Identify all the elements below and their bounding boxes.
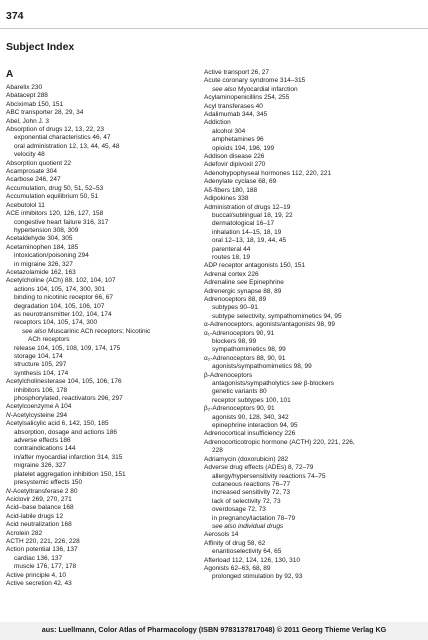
- index-entry: Adipokines 338: [204, 195, 249, 203]
- footer-credit: aus: Luellmann, Color Atlas of Pharmacology (ISBN 9783137817048) © 2011 Georg Thieme Verlag KG: [41, 625, 387, 634]
- index-entry: congestive heart failure 316, 317: [14, 218, 109, 226]
- index-entry: cardiac 136, 137: [14, 554, 63, 562]
- index-entry: ADP receptor antagonists 150, 151: [204, 262, 306, 270]
- index-entry: presystemic effects 150: [14, 479, 83, 487]
- index-entry: hypertension 308, 309: [14, 226, 79, 234]
- index-entry: amphetamines 96: [212, 136, 264, 144]
- index-entry: oral administration 12, 13, 44, 45, 48: [14, 142, 120, 150]
- index-entry: release 104, 105, 108, 109, 174, 175: [14, 344, 121, 352]
- index-entry: Abarelix 230: [6, 84, 43, 91]
- index-entry: alcohol 304: [212, 127, 246, 135]
- index-entry: opioids 194, 196, 199: [212, 144, 275, 152]
- index-entry: Adalimumab 344, 345: [204, 111, 268, 119]
- index-entry: actions 104, 105, 174, 300, 301: [14, 285, 106, 293]
- index-entry: Adenohypophyseal hormones 112, 220, 221: [204, 169, 332, 177]
- index-entry: subtype selectivity, sympathomimetics 94, 95: [212, 312, 342, 320]
- index-entry: migraine 326, 327: [14, 462, 67, 470]
- index-entry: Addiction: [204, 119, 231, 127]
- index-entry: allergy/hypersensitivity reactions 74–75: [212, 472, 326, 480]
- index-entry: agonists/sympathomimetics 98, 99: [212, 363, 312, 371]
- index-entry: genetic variants 80: [212, 388, 267, 396]
- index-entry: lack of selectivity 72, 73: [212, 497, 281, 505]
- index-entry: Abatacept 288: [6, 92, 48, 100]
- index-entry: Absorption of drugs 12, 13, 22, 23: [6, 126, 104, 134]
- index-entry: degradation 104, 105, 106, 107: [14, 302, 105, 310]
- header-rule: [0, 28, 428, 29]
- index-entry: β-Adrenoceptors: [204, 371, 253, 379]
- index-entry: inhalation 14–15, 18, 19: [212, 228, 282, 236]
- index-entry: Acetylsalicylic acid 6, 142, 150, 185: [6, 420, 109, 428]
- index-entry: cutaneous reactions 76–77: [212, 480, 291, 488]
- index-entry: Agonists 62–63, 68, 89: [204, 564, 271, 572]
- index-entry: Action potential 136, 137: [6, 546, 78, 554]
- index-entry: inhibitors 106, 178: [14, 386, 68, 394]
- index-entry: receptor subtypes 100, 101: [212, 396, 291, 404]
- index-entry: Aerosols 14: [204, 531, 239, 539]
- index-entry: see also individual drugs: [212, 522, 284, 530]
- index-entry: contraindications 144: [14, 445, 76, 453]
- index-entry: Adrenoceptors 88, 89: [204, 295, 267, 303]
- index-entry: β₂-Adrenoceptors 90, 91: [204, 405, 275, 413]
- index-entry: Acylaminopenicillins 254, 255: [204, 94, 290, 102]
- index-entry: Absorption quotient 22: [6, 159, 72, 167]
- index-entry: Aδ-fibers 180, 188: [204, 186, 258, 194]
- index-entry: exponential characteristics 46, 47: [14, 134, 111, 142]
- index-entry: Acetaldehyde 304, 305: [6, 235, 73, 243]
- index-entry: Adrenal cortex 226: [204, 270, 259, 278]
- index-entry: Adrenaline see Epinephrine: [204, 279, 284, 287]
- index-entry: Acetylcoenzyme A 104: [6, 403, 72, 411]
- index-entry: Acid–base balance 168: [6, 504, 74, 512]
- index-entry: in pregnancy/lactation 78–79: [212, 514, 296, 522]
- index-entry: as neurotransmitter 102, 104, 174: [14, 310, 112, 318]
- index-entry: phosphorylated, reactivators 296, 297: [14, 395, 123, 403]
- index-entry: oral 12–13, 18, 19, 44, 45: [212, 237, 287, 245]
- index-title: Subject Index: [6, 41, 75, 53]
- index-entry: Acetylcholine (ACh) 88, 102, 104, 107: [6, 277, 116, 285]
- index-entry: enantioselectivity 64, 65: [212, 548, 282, 556]
- index-entry: α-Adrenoceptors, agonists/antagonists 98, 99: [204, 321, 335, 329]
- index-entry: muscle 176, 177, 178: [14, 563, 77, 571]
- index-entry: Afterload 112, 124, 126, 130, 310: [204, 556, 301, 564]
- index-entry: Adrenocorticotropic hormone (ACTH) 220, 221, 226,: [204, 438, 355, 446]
- index-entry: 228: [212, 447, 223, 455]
- index-entry: buccal/sublingual 18, 19, 22: [212, 211, 293, 219]
- index-entry: ACh receptors: [28, 336, 70, 344]
- index-entry: in/after myocardial infarction 314, 315: [14, 453, 123, 461]
- index-entry: sympathomimetics 98, 99: [212, 346, 286, 354]
- index-entry: Adriamycin (doxorubicin) 282: [204, 455, 289, 463]
- index-entry: α₁-Adrenoceptors 90, 91: [204, 329, 275, 337]
- index-entry: Adrenergic synapse 88, 89: [204, 287, 282, 295]
- index-entry: Acute coronary syndrome 314–315: [204, 77, 306, 85]
- index-entry: blockers 98, 99: [212, 338, 257, 345]
- index-entry: Abciximab 150, 151: [6, 100, 64, 108]
- index-entry: epinephrine interaction 94, 95: [212, 422, 298, 430]
- index-entry: Active transport 26, 27: [204, 69, 270, 76]
- index-entry: Acarbose 246, 247: [6, 176, 61, 184]
- index-column-right: [204, 69, 424, 582]
- index-entry: Acrolein 282: [6, 529, 43, 537]
- index-entry: Abel, John J. 3: [6, 117, 49, 125]
- index-entry: Accumulation, drug 50, 51, 52–53: [6, 184, 104, 192]
- index-entry: binding to nicotinic receptor 66, 67: [14, 294, 114, 302]
- index-entry: N-Acetyltransferase 2 80: [6, 487, 78, 495]
- index-entry: Addison disease 226: [204, 153, 265, 161]
- index-entry: Acamprosate 304: [6, 168, 57, 176]
- index-entry: Adefovir dipivoxil 270: [204, 161, 266, 169]
- index-entry: ACE inhibitors 120, 126, 127, 158: [6, 210, 104, 218]
- index-entry: N-Acetylcysteine 294: [6, 411, 68, 419]
- index-entry: Adenylate cyclase 68, 69: [204, 178, 277, 186]
- index-entry: Active principle 4, 10: [6, 571, 66, 579]
- index-entry: ABC transporter 28, 29, 34: [6, 109, 84, 117]
- index-entry: platelet aggregation inhibition 150, 151: [14, 470, 126, 478]
- index-entry: see also Myocardial infarction: [212, 85, 298, 93]
- index-entry: subtypes 90–91: [212, 304, 258, 312]
- index-entry: velocity 48: [14, 151, 45, 159]
- index-letter-heading: A: [6, 69, 14, 80]
- index-entry: adverse effects 186: [14, 437, 71, 445]
- index-entry: in migraine 326, 327: [14, 260, 73, 268]
- index-entry: dermatological 16–17: [212, 220, 275, 228]
- left-entries: [6, 84, 206, 588]
- index-entry: Active secretion 42, 43: [6, 579, 72, 587]
- index-entry: Affinity of drug 58, 62: [204, 539, 266, 547]
- index-entry: Adverse drug effects (ADEs) 8, 72–79: [204, 464, 314, 472]
- index-entry: receptors 104, 105, 174, 300: [14, 319, 98, 327]
- index-entry: absorption, dosage and actions 186: [14, 428, 117, 436]
- index-entry: Acyl transferases 40: [204, 102, 263, 110]
- index-entry: Acetazolamide 162, 163: [6, 268, 76, 276]
- index-entry: Acetylcholinesterase 104, 105, 106, 176: [6, 378, 122, 386]
- index-entry: α₂-Adrenoceptors 88, 90, 91: [204, 354, 286, 362]
- index-entry: structure 105, 297: [14, 361, 67, 369]
- index-entry: see also Muscarinic ACh receptors; Nicotinic: [22, 327, 151, 335]
- index-entry: ACTH 220, 221, 226, 228: [6, 537, 80, 545]
- index-entry: synthesis 104, 174: [14, 369, 69, 377]
- index-entry: Acid-labile drugs 12: [6, 512, 64, 520]
- right-entries: [204, 69, 424, 582]
- index-entry: antagonists/sympatholytics see β-blockers: [212, 380, 334, 388]
- index-entry: Administration of drugs 12–19: [204, 203, 291, 211]
- index-column-left: [6, 69, 206, 588]
- index-entry: Acebutolol 11: [6, 201, 45, 209]
- index-entry: Aciclovir 269, 270, 271: [6, 495, 72, 503]
- index-entry: Adrenocortical insufficiency 226: [204, 430, 296, 438]
- index-entry: parenteral 44: [212, 245, 251, 253]
- index-entry: routes 18, 19: [212, 253, 250, 261]
- index-entry: intoxication/poisoning 294: [14, 252, 89, 260]
- index-entry: agonists 90, 128, 340, 342: [212, 413, 289, 421]
- page-number: 374: [6, 10, 24, 22]
- index-entry: Acid neutralization 168: [6, 521, 72, 529]
- index-entry: storage 104, 174: [14, 353, 63, 360]
- index-entry: overdosage 72, 73: [212, 506, 266, 514]
- index-entry: Accumulation equilibrium 50, 51: [6, 193, 99, 201]
- index-entry: Acetaminophen 184, 185: [6, 243, 79, 251]
- index-entry: increased sensitivity 72, 73: [212, 489, 291, 497]
- index-entry: prolonged stimulation by 92, 93: [212, 573, 303, 581]
